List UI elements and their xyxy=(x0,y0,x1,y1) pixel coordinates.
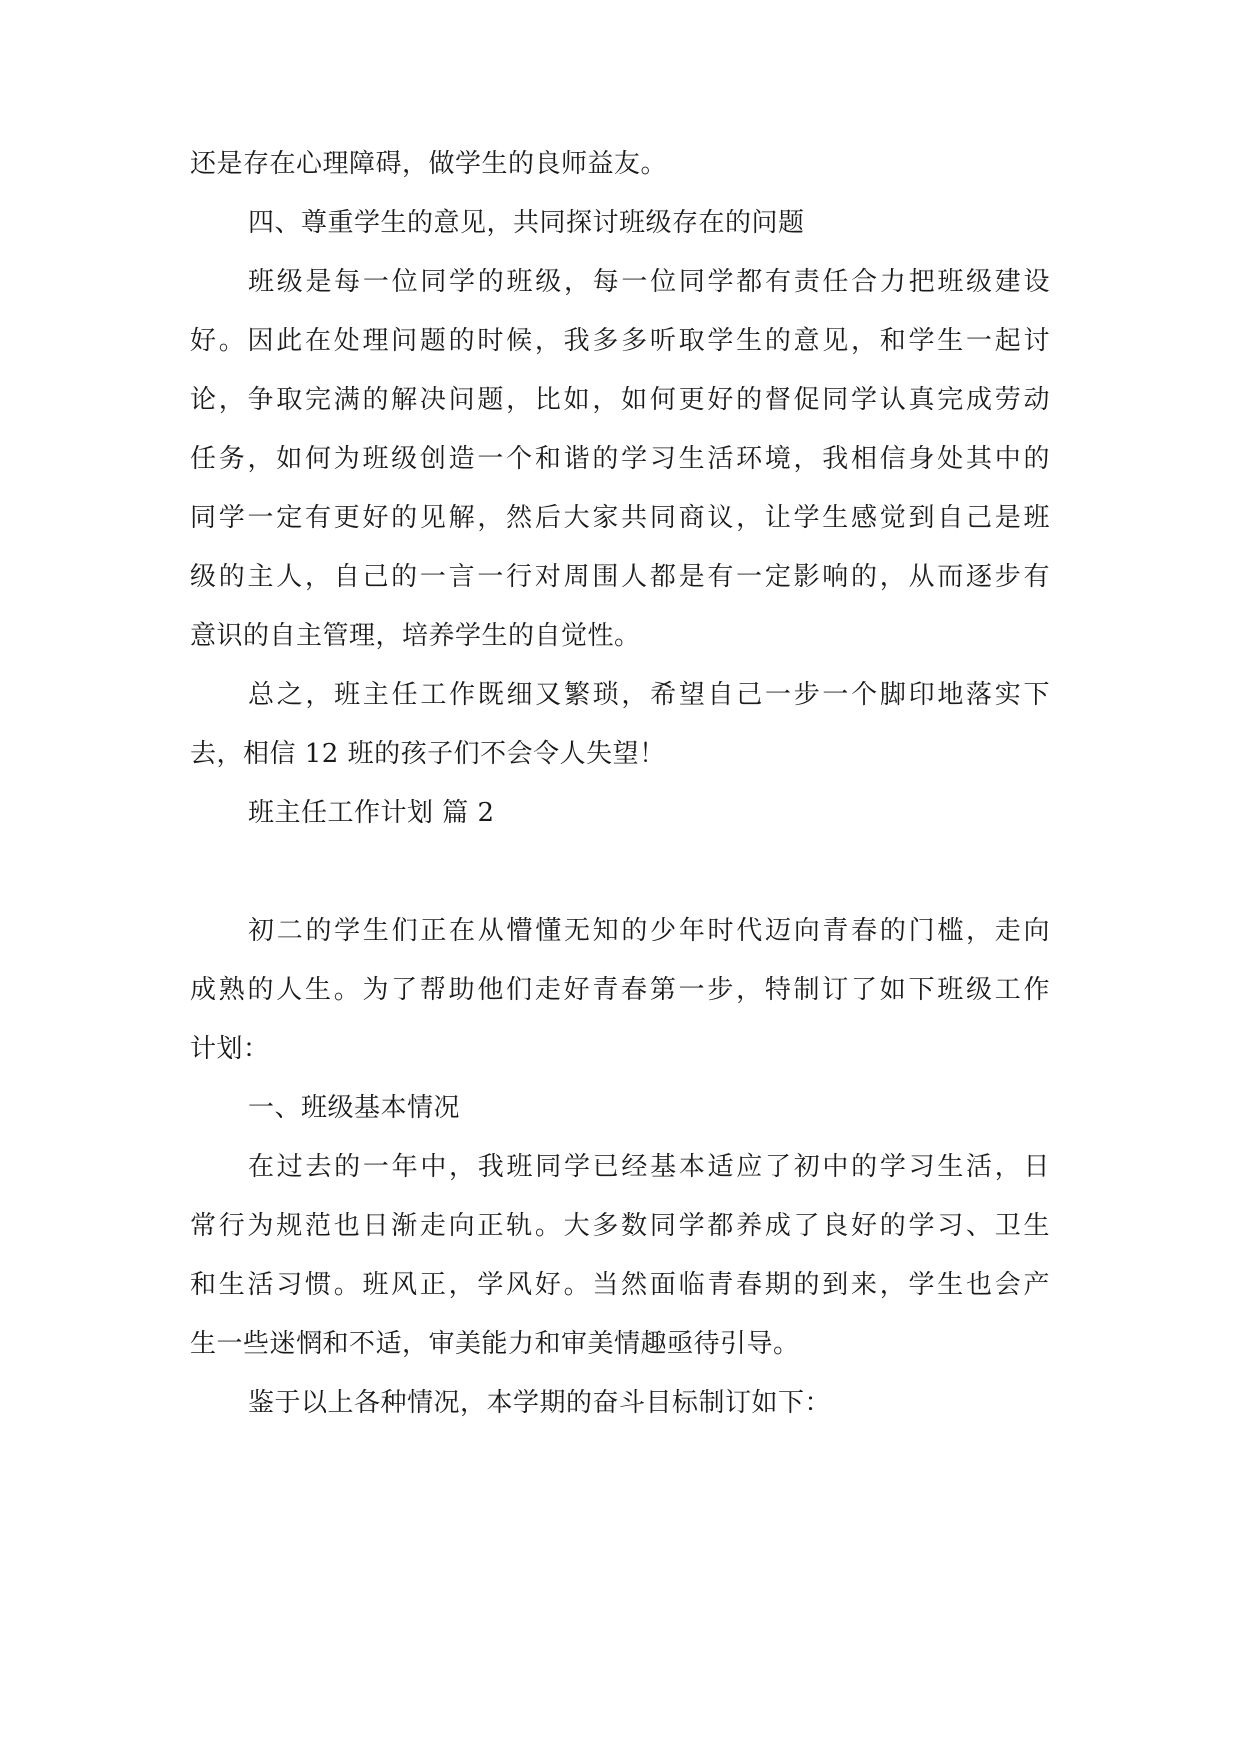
paragraph-line: 计划： xyxy=(190,1034,270,1064)
paragraph-line: 好。因此在处理问题的时候，我多多听取学生的意见，和学生一起讨 xyxy=(190,326,1050,356)
paragraph-line: 常行为规范也日渐走向正轨。大多数同学都养成了良好的学习、卫生 xyxy=(190,1211,1050,1241)
paragraph-line: 去，相信 12 班的孩子们不会令人失望！ xyxy=(190,739,666,769)
paragraph-line: 鉴于以上各种情况，本学期的奋斗目标制订如下： xyxy=(248,1388,832,1418)
paragraph-line: 初二的学生们正在从懵懂无知的少年时代迈向青春的门槛，走向 xyxy=(248,916,1050,946)
paragraph-line: 生一些迷惘和不适，审美能力和审美情趣亟待引导。 xyxy=(190,1329,800,1359)
paragraph-line: 和生活习惯。班风正，学风好。当然面临青春期的到来，学生也会产 xyxy=(190,1270,1050,1300)
paragraph-line: 任务，如何为班级创造一个和谐的学习生活环境，我相信身处其中的 xyxy=(190,444,1050,474)
paragraph-line: 意识的自主管理，培养学生的自觉性。 xyxy=(190,621,641,651)
section-heading: 四、尊重学生的意见，共同探讨班级存在的问题 xyxy=(248,208,805,238)
paragraph-line: 论，争取完满的解决问题，比如，如何更好的督促同学认真完成劳动 xyxy=(190,385,1050,415)
paragraph-line: 在过去的一年中，我班同学已经基本适应了初中的学习生活，日 xyxy=(248,1152,1050,1182)
section-heading: 一、班级基本情况 xyxy=(248,1093,461,1123)
paragraph-line: 同学一定有更好的见解，然后大家共同商议，让学生感觉到自己是班 xyxy=(190,503,1050,533)
document-section-title: 班主任工作计划 篇 2 xyxy=(248,798,495,828)
paragraph-line: 成熟的人生。为了帮助他们走好青春第一步，特制订了如下班级工作 xyxy=(190,975,1050,1005)
paragraph-line: 班级是每一位同学的班级，每一位同学都有责任合力把班级建设 xyxy=(248,267,1050,297)
paragraph-line: 总之，班主任工作既细又繁琐，希望自己一步一个脚印地落实下 xyxy=(248,680,1050,710)
paragraph-line: 还是存在心理障碍，做学生的良师益友。 xyxy=(190,149,668,179)
paragraph-line: 级的主人，自己的一言一行对周围人都是有一定影响的，从而逐步有 xyxy=(190,562,1050,592)
